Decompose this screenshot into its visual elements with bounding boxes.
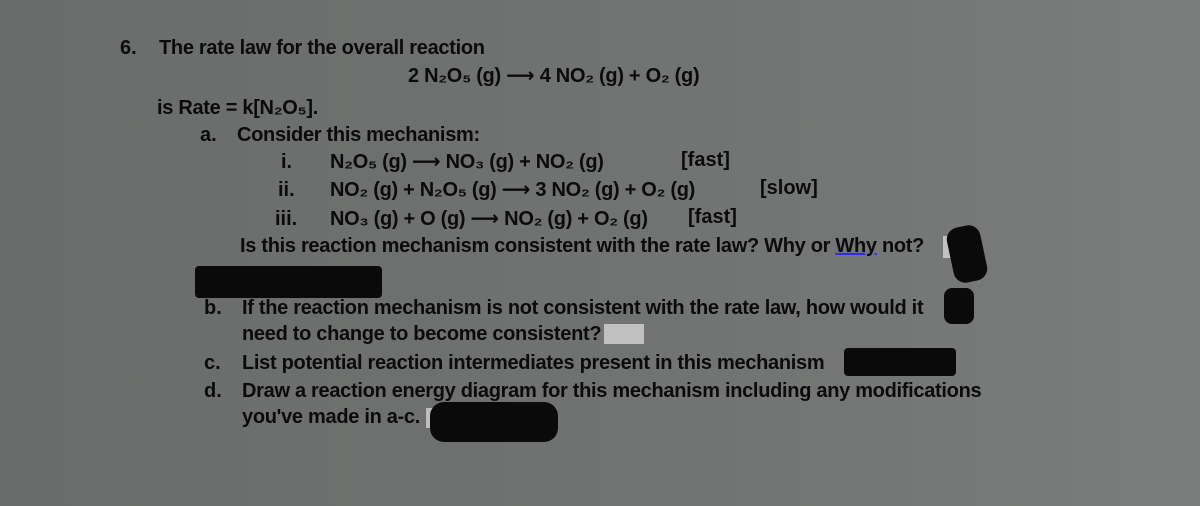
- redaction-mark: [944, 288, 974, 324]
- step-1-speed: [fast]: [681, 149, 730, 171]
- redaction-bar: [195, 266, 382, 298]
- step-3-equation: NO₃ (g) + O (g) ⟶ NO₂ (g) + O₂ (g): [330, 208, 648, 230]
- part-d-line-2: you've made in a-c.: [242, 406, 421, 428]
- step-1-equation: N₂O₅ (g) ⟶ NO₃ (g) + NO₂ (g): [330, 151, 604, 173]
- overall-equation: 2 N₂O₅ (g) ⟶ 4 NO₂ (g) + O₂ (g): [408, 65, 700, 87]
- rate-law: is Rate = k[N₂O₅].: [157, 97, 319, 119]
- part-b-line-1: If the reaction mechanism is not consistent with the rate law, how would it: [242, 297, 924, 319]
- part-b-line-2: need to change to become consistent?: [242, 323, 602, 345]
- step-2-speed: [slow]: [760, 177, 818, 199]
- part-c-text: List potential reaction intermediates present in this mechanism: [242, 352, 825, 374]
- step-2-equation: NO₂ (g) + N₂O₅ (g) ⟶ 3 NO₂ (g) + O₂ (g): [330, 179, 695, 201]
- part-c-label: c.: [204, 352, 221, 374]
- question-intro: The rate law for the overall reaction: [159, 37, 485, 59]
- step-3-numeral: iii.: [275, 208, 298, 230]
- part-d-line-1: Draw a reaction energy diagram for this mechanism including any modifications: [242, 380, 982, 402]
- underlined-word: Why: [835, 235, 877, 257]
- part-a-question: [240, 234, 924, 258]
- part-a-text: Consider this mechanism:: [237, 124, 480, 146]
- part-b-label: b.: [204, 297, 222, 319]
- step-1-numeral: i.: [281, 151, 293, 173]
- glare-mark: [604, 324, 644, 344]
- part-a-question-end: not?: [876, 235, 925, 257]
- part-d-label: d.: [204, 380, 222, 402]
- part-a-question-start: Is this reaction mechanism consistent with the rate law? Why or: [240, 235, 836, 257]
- step-2-numeral: ii.: [278, 179, 295, 201]
- question-number: 6.: [120, 37, 137, 59]
- redaction-bar: [430, 402, 558, 442]
- redaction-mark: [945, 223, 990, 285]
- part-a-label: a.: [200, 124, 217, 146]
- redaction-bar: [844, 348, 956, 376]
- step-3-speed: [fast]: [688, 206, 737, 228]
